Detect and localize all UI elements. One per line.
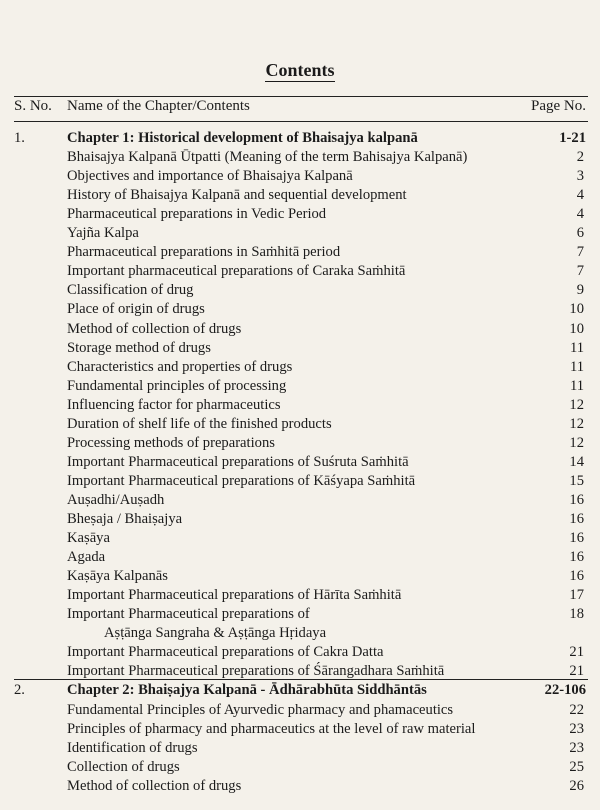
contents-row — [0, 605, 600, 624]
contents-row — [0, 567, 600, 586]
row-page-number: 18 — [569, 606, 584, 623]
row-page-number: 16 — [569, 568, 584, 585]
contents-row — [0, 320, 600, 339]
row-page-number: 11 — [569, 377, 584, 394]
row-title: Kaṣāya — [67, 530, 110, 547]
row-page-number: 22 — [569, 701, 584, 718]
row-title: Storage method of drugs — [67, 339, 211, 356]
row-title: Agada — [67, 549, 106, 566]
row-page-number: 9 — [576, 282, 584, 299]
row-title: Objectives and importance of Bhaisajya Kalpanā — [67, 168, 353, 185]
row-title: Fundamental principles of processing — [67, 377, 287, 394]
row-page-number: 10 — [569, 320, 584, 337]
row-page-number: 4 — [576, 187, 584, 204]
row-title: Collection of drugs — [67, 758, 180, 775]
contents-row — [0, 148, 600, 167]
contents-row — [0, 739, 600, 758]
row-page-number: 23 — [569, 739, 584, 756]
row-page-number: 16 — [569, 511, 584, 527]
header-bottom-rule — [14, 121, 588, 122]
row-page-number: 3 — [576, 168, 584, 185]
contents-row — [0, 548, 600, 567]
row-page-number: 12 — [569, 415, 584, 432]
header-top-rule — [14, 96, 588, 97]
row-title: Bhaisajya Kalpanā Ūtpatti (Meaning of the term Bahisajya Kalpanā) — [67, 149, 468, 166]
row-title: Important Pharmaceutical preparations of Śārangadhara Saṁhitā — [67, 663, 445, 680]
contents-row — [0, 358, 600, 377]
contents-row — [0, 415, 600, 434]
row-sno: 2. — [14, 682, 25, 699]
row-title: Identification of drugs — [67, 739, 198, 756]
table-header — [14, 98, 586, 120]
row-title: Characteristics and properties of drugs — [67, 358, 293, 375]
chapter-divider — [14, 679, 588, 680]
row-page-number: 15 — [569, 472, 584, 489]
contents-row — [0, 701, 600, 720]
row-title: Place of origin of drugs — [67, 301, 205, 318]
row-page-number: 12 — [569, 434, 584, 451]
row-title: History of Bhaisajya Kalpanā and sequential development — [67, 187, 407, 204]
row-title: Duration of shelf life of the finished products — [67, 415, 332, 432]
row-page-number: 4 — [576, 206, 584, 223]
title-text: Contents — [265, 60, 335, 80]
row-page-number: 21 — [569, 644, 584, 661]
page-title — [0, 60, 600, 81]
contents-row — [0, 491, 600, 510]
row-title: Chapter 1: Historical development of Bhaisajya kalpanā — [67, 130, 418, 146]
contents-row — [0, 586, 600, 605]
row-title: Important Pharmaceutical preparations of — [67, 606, 310, 623]
contents-row — [0, 529, 600, 548]
row-title: Processing methods of preparations — [67, 434, 275, 451]
row-page-number: 1-21 — [559, 130, 586, 146]
contents-row — [0, 720, 600, 739]
contents-row — [0, 300, 600, 319]
row-page-number: 10 — [569, 301, 584, 318]
contents-row — [0, 643, 600, 662]
row-page-number: 21 — [569, 663, 584, 680]
row-page-number: 16 — [569, 530, 584, 547]
row-page-number: 26 — [569, 777, 584, 794]
row-title: Classification of drug — [67, 282, 194, 299]
row-page-number: 2 — [576, 149, 584, 166]
contents-row — [0, 224, 600, 243]
contents-row — [0, 758, 600, 777]
row-title: Important Pharmaceutical preparations of Suśruta Saṁhitā — [67, 453, 409, 470]
row-title: Influencing factor for pharmaceutics — [67, 396, 281, 413]
row-title: Important Pharmaceutical preparations of Hārīta Saṁhitā — [67, 587, 402, 604]
row-title: Method of collection of drugs — [67, 777, 242, 794]
row-page-number: 7 — [576, 263, 584, 280]
row-title: Fundamental Principles of Ayurvedic pharmacy and phamaceutics — [67, 701, 454, 718]
contents-row — [0, 624, 600, 643]
row-page-number: 16 — [569, 491, 584, 508]
contents-row — [0, 453, 600, 472]
contents-row — [0, 205, 600, 224]
row-title: Important Pharmaceutical preparations of Cakra Datta — [67, 644, 384, 661]
row-page-number: 16 — [569, 549, 584, 566]
chapter-row — [0, 681, 600, 700]
contents-row — [0, 167, 600, 186]
row-page-number: 25 — [569, 758, 584, 775]
row-title: Principles of pharmacy and pharmaceutics at the level of raw material — [67, 720, 476, 737]
row-title: Pharmaceutical preparations in Vedic Period — [67, 206, 327, 223]
row-title: Pharmaceutical preparations in Saṁhitā period — [67, 244, 341, 261]
contents-row — [0, 434, 600, 453]
contents-row — [0, 777, 600, 796]
row-title: Bheṣaja / Bhaiṣajya — [67, 511, 183, 527]
row-sno: 1. — [14, 130, 25, 146]
row-page-number: 14 — [569, 453, 584, 470]
contents-row — [0, 262, 600, 281]
row-page-number: 7 — [576, 244, 584, 261]
contents-row — [0, 377, 600, 396]
contents-row — [0, 396, 600, 415]
row-title: Auṣadhi/Auṣadh — [67, 491, 165, 508]
row-title: Kaṣāya Kalpanās — [67, 568, 168, 585]
row-title: Aṣṭānga Sangraha & Aṣṭānga Hṛidaya — [104, 625, 327, 642]
row-title: Chapter 2: Bhaiṣajya Kalpanā - Ādhārabhūta Siddhāntās — [67, 682, 427, 699]
contents-row — [0, 243, 600, 262]
header-page: Page No. — [531, 98, 586, 114]
row-page-number: 12 — [569, 396, 584, 413]
row-page-number: 6 — [576, 225, 584, 242]
row-title: Important Pharmaceutical preparations of Kāśyapa Saṁhitā — [67, 472, 416, 489]
contents-row — [0, 281, 600, 300]
contents-row — [0, 510, 600, 529]
header-sno: S. No. — [14, 98, 52, 114]
contents-row — [0, 186, 600, 205]
row-page-number: 11 — [569, 339, 584, 356]
header-name: Name of the Chapter/Contents — [67, 98, 250, 114]
contents-row — [0, 339, 600, 358]
row-page-number: 23 — [569, 720, 584, 737]
row-title: Important pharmaceutical preparations of Caraka Saṁhitā — [67, 263, 406, 280]
row-page-number: 17 — [569, 587, 584, 604]
contents-row — [0, 472, 600, 491]
row-title: Method of collection of drugs — [67, 320, 242, 337]
chapter-row — [0, 129, 600, 148]
row-page-number: 11 — [569, 358, 584, 375]
row-page-number: 22-106 — [544, 682, 586, 699]
row-title: Yajña Kalpa — [67, 225, 139, 242]
